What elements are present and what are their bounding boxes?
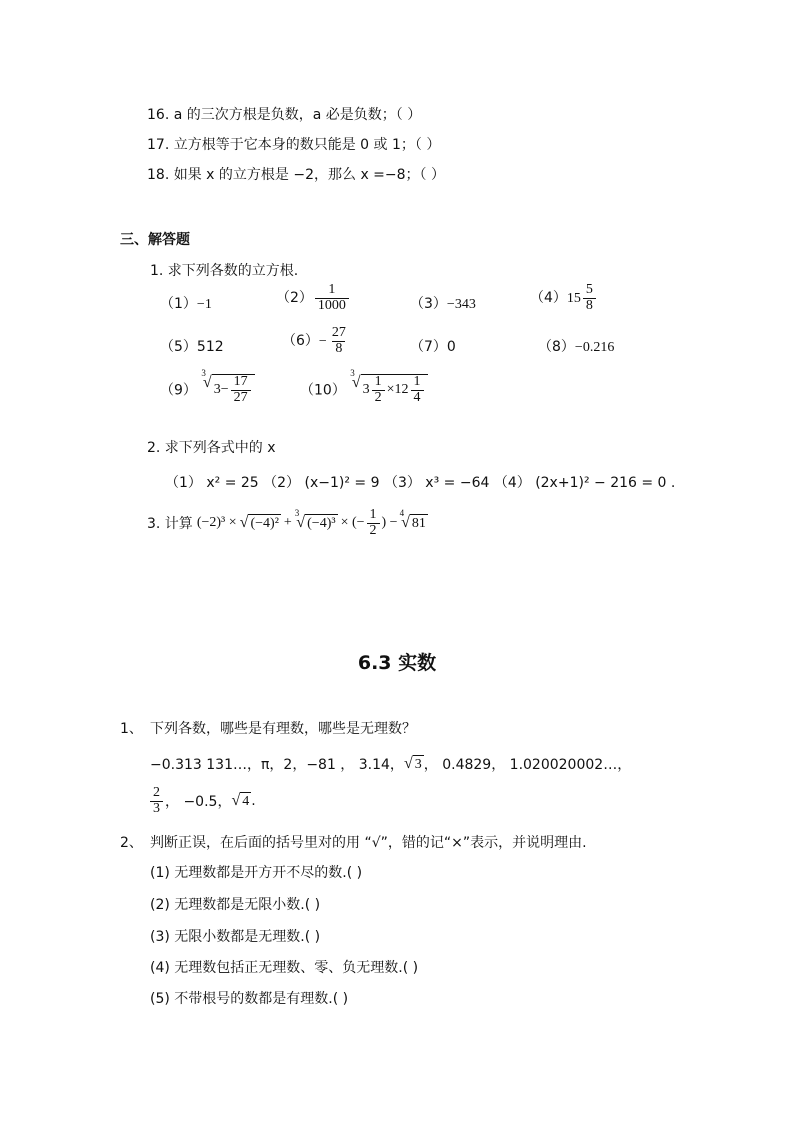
q1-item-10: （10） 3 √ 3 $\frac{1}{2}$ ×12 $\frac{1}{4}$	[300, 374, 428, 405]
q1-label: 1. 求下列各数的立方根.	[150, 263, 299, 279]
judge-item-16: 16. a 的三次方根是负数，a 必是负数；（ ）	[147, 107, 422, 123]
q3-expression: 3. 计算 (−2)³ × √ (−4)² + 3 √ (−4)³ × (− $\frac{1}{2}$ ) − 4 √ 81	[147, 507, 426, 538]
section-title: 6.3 实数	[357, 652, 437, 674]
s63-q2-item-1: (1) 无理数都是开方开不尽的数.( )	[150, 865, 363, 881]
q1-item-9: （9） 3 √ 3− $\frac{17}{27}$	[160, 374, 255, 405]
q1-item-7: （7）0	[410, 339, 456, 355]
section-heading: 三、解答题	[120, 232, 190, 248]
q1-item-1: （1）−1	[160, 296, 212, 312]
s63-q1-numbers-line1: −0.313 131…，π，2，−81 ， 3.14， √ 3 ， 0.4829， 1.020020002…，	[150, 755, 632, 773]
q1-item-2: （2） $\frac{1}{1000}$	[276, 283, 351, 313]
s63-q1-text: 下列各数，哪些是有理数，哪些是无理数？	[150, 721, 416, 737]
s63-q2-item-4: (4) 无理数包括正无理数、零、负无理数.( )	[150, 960, 419, 976]
q2-label: 2. 求下列各式中的 x	[147, 440, 276, 456]
s63-q2-text: 判断正误，在后面的括号里对的用 “√”，错的记“×”表示，并说明理由.	[150, 835, 587, 851]
s63-q2-number: 2、	[120, 835, 143, 851]
q1-item-5: （5）512	[160, 339, 224, 355]
s63-q2-item-3: (3) 无限小数都是无理数.( )	[150, 929, 321, 945]
q1-item-6: （6）− $\frac{27}{8}$	[282, 325, 346, 356]
q2-equations: （1） x² = 25 （2） (x−1)² = 9 （3） x³ = −64 （4） (2x+1)² − 216 = 0 .	[165, 475, 676, 491]
judge-item-17: 17. 立方根等于它本身的数只能是 0 或 1；（ ）	[147, 137, 441, 153]
s63-q2-item-2: (2) 无理数都是无限小数.( )	[150, 897, 321, 913]
q1-item-8: （8）−0.216	[538, 339, 615, 355]
judge-item-18: 18. 如果 x 的立方根是 −2，那么 x =−8；（ ）	[147, 167, 445, 183]
s63-q1-number: 1、	[120, 721, 143, 737]
q1-item-3: （3）−343	[410, 296, 476, 312]
q1-item-4: （4）15 $\frac{5}{8}$	[530, 283, 598, 313]
s63-q1-numbers-line2: $\frac{2}{3}$ ， −0.5， √ 4 .	[148, 786, 256, 816]
s63-q2-item-5: (5) 不带根号的数都是有理数.( )	[150, 991, 349, 1007]
